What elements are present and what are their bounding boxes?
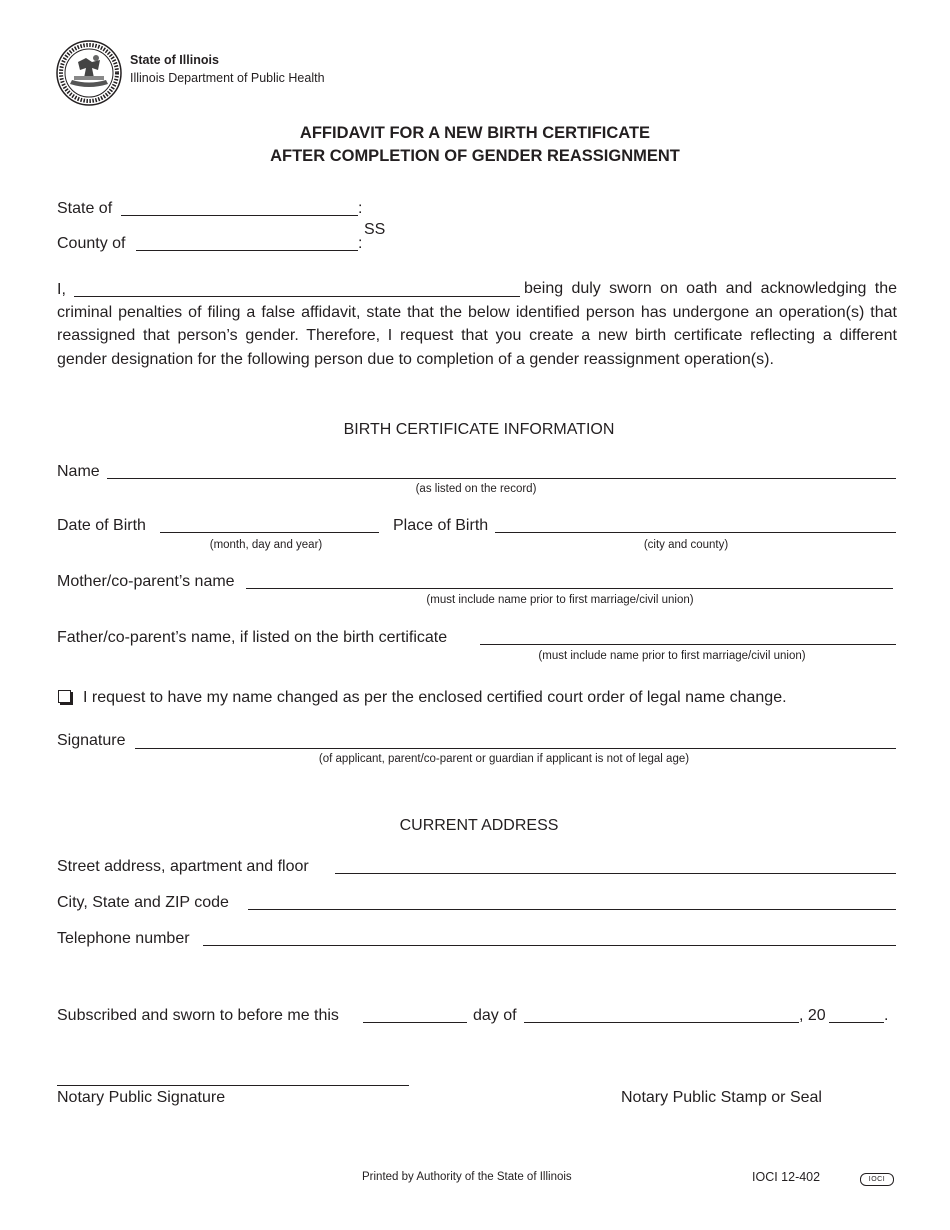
footer-printed-by: Printed by Authority of the State of Illinois	[362, 1171, 572, 1183]
father-field[interactable]	[480, 644, 896, 645]
birth-section-heading: BIRTH CERTIFICATE INFORMATION	[343, 421, 615, 438]
address-section-heading: CURRENT ADDRESS	[399, 817, 559, 834]
day-of-label: day of	[473, 1007, 517, 1024]
state-seal-icon	[56, 40, 122, 106]
ss-label: SS	[364, 221, 386, 238]
name-field[interactable]	[107, 478, 896, 479]
county-of-field[interactable]	[136, 250, 358, 251]
signature-hint: (of applicant, parent/co-parent or guardian if applicant is not of legal age)	[318, 753, 690, 765]
year-period: .	[884, 1007, 889, 1024]
county-of-label: County of	[57, 235, 126, 252]
day-field[interactable]	[363, 1022, 467, 1023]
phone-field[interactable]	[203, 945, 896, 946]
mother-hint: (must include name prior to first marriage/civil union)	[426, 594, 694, 606]
street-label: Street address, apartment and floor	[57, 858, 309, 875]
signature-field[interactable]	[135, 748, 896, 749]
signature-label: Signature	[57, 732, 126, 749]
dob-field[interactable]	[160, 532, 379, 533]
form-title-line2: AFTER COMPLETION OF GENDER REASSIGNMENT	[270, 147, 680, 165]
father-label: Father/co-parent’s name, if listed on the birth certificate	[57, 629, 448, 646]
dob-hint: (month, day and year)	[209, 539, 323, 551]
state-of-field[interactable]	[121, 215, 358, 216]
city-field[interactable]	[248, 909, 896, 910]
county-colon: :	[358, 235, 363, 252]
state-colon: :	[358, 200, 363, 217]
pob-hint: (city and county)	[643, 539, 729, 551]
name-label: Name	[57, 463, 100, 480]
pob-label: Place of Birth	[393, 517, 489, 534]
street-field[interactable]	[335, 873, 896, 874]
name-change-text: I request to have my name changed as per the enclosed certified court order of legal name change.	[83, 689, 787, 706]
form-title-line1: AFFIDAVIT FOR A NEW BIRTH CERTIFICATE	[299, 124, 651, 142]
header-state: State of Illinois	[130, 53, 219, 67]
union-bug-icon	[860, 1173, 894, 1186]
name-hint: (as listed on the record)	[415, 483, 537, 495]
pob-field[interactable]	[495, 532, 896, 533]
footer-form-code: IOCI 12-402	[752, 1170, 821, 1184]
mother-label: Mother/co-parent’s name	[57, 573, 235, 590]
year-field[interactable]	[829, 1022, 884, 1023]
oath-prefix: I,	[57, 281, 66, 298]
oath-text: being duly sworn on oath and acknowledging the criminal penalties of filing a false affidavit, state that the below identified person has undergone an operation(s) that reassigned that person’s gender. Therefore, I request that you create a new birth certificate reflecting a different gender designation for the following person due to completion of a gender reassignment operation(s).	[57, 280, 897, 368]
notary-stamp-label: Notary Public Stamp or Seal	[621, 1089, 822, 1106]
mother-field[interactable]	[246, 588, 893, 589]
city-label: City, State and ZIP code	[57, 894, 229, 911]
oath-paragraph	[57, 277, 897, 371]
father-hint: (must include name prior to first marriage/civil union)	[538, 650, 806, 662]
state-of-label: State of	[57, 200, 113, 217]
year-prefix: , 20	[799, 1007, 826, 1024]
name-change-checkbox[interactable]	[58, 690, 71, 703]
notary-signature-field[interactable]	[57, 1085, 409, 1086]
phone-label: Telephone number	[57, 930, 190, 947]
month-field[interactable]	[524, 1022, 799, 1023]
header-department: Illinois Department of Public Health	[130, 71, 325, 85]
subscribed-label: Subscribed and sworn to before me this	[57, 1007, 339, 1024]
union-bug-text: IOCI	[868, 1176, 886, 1183]
notary-signature-label: Notary Public Signature	[57, 1089, 226, 1106]
dob-label: Date of Birth	[57, 517, 146, 534]
